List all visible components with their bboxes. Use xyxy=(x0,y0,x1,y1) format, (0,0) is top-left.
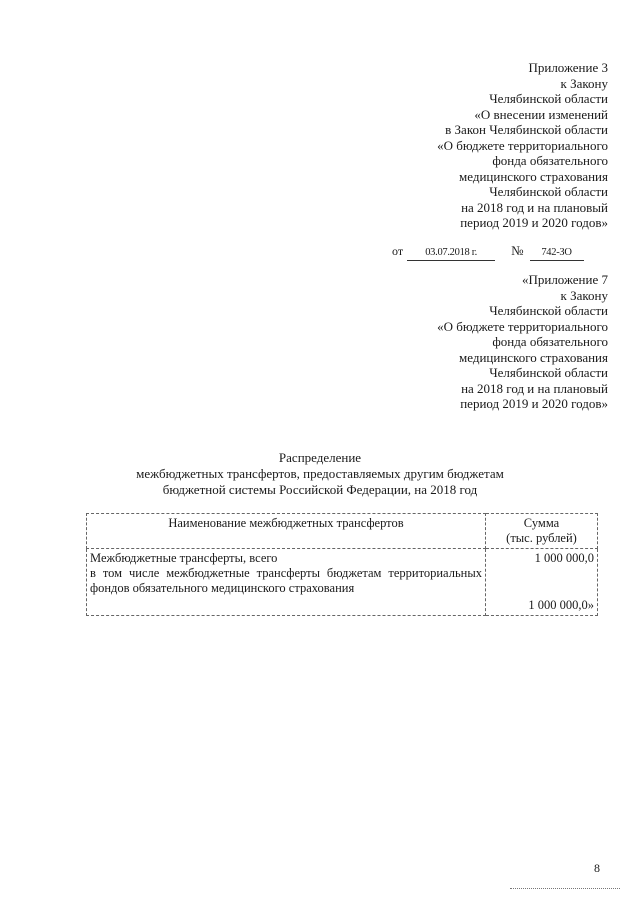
header-name: Наименование межбюджетных трансфертов xyxy=(168,516,404,530)
header-line: «О бюджете территориального xyxy=(437,137,608,153)
sum-detail: 1 000 000,0» xyxy=(528,598,594,612)
page-number: 8 xyxy=(594,861,600,875)
law-date-number xyxy=(392,244,610,261)
row-sum-cell xyxy=(486,549,598,616)
title-line: Распределение xyxy=(278,450,362,465)
header-line: к Закону xyxy=(560,287,608,303)
header-line: Челябинской области xyxy=(489,303,608,318)
from-label: от xyxy=(392,244,404,258)
header-sum-cell xyxy=(486,514,598,549)
header-line: Челябинской области xyxy=(489,91,608,106)
row-name-cell xyxy=(87,549,486,616)
law-date: 03.07.2018 г. xyxy=(407,246,495,261)
header-line: медицинского страхования xyxy=(459,349,608,365)
table-header-row xyxy=(87,514,598,549)
number-sign: № xyxy=(511,243,524,258)
header-line: Приложение 3 xyxy=(528,60,608,75)
header-name-cell xyxy=(87,514,486,549)
law-number: 742-ЗО xyxy=(530,246,584,261)
appendix3-header xyxy=(437,60,608,231)
header-line: фонда обязательного xyxy=(492,153,608,168)
header-line: период 2019 и 2020 годов» xyxy=(460,215,608,230)
header-line: на 2018 год и на плановый xyxy=(461,380,608,396)
header-line: к Закону xyxy=(560,75,608,91)
row-total-name: Межбюджетные трансферты, всего xyxy=(90,551,278,565)
header-line: «О внесении изменений xyxy=(474,106,608,122)
header-line: «Приложение 7 xyxy=(521,272,608,287)
header-line: в Закон Челябинской области xyxy=(445,122,608,137)
header-sum-title: Сумма xyxy=(523,516,560,530)
header-line: Челябинской области xyxy=(489,184,608,199)
header-line: Челябинской области xyxy=(489,365,608,380)
header-sum-unit: (тыс. рублей) xyxy=(506,531,577,545)
table-row xyxy=(87,549,598,616)
header-line: на 2018 год и на плановый xyxy=(461,199,608,215)
header-line: «О бюджете территориального xyxy=(437,318,608,334)
title-line: межбюджетных трансфертов, предоставляемых другим бюджетам xyxy=(136,466,504,481)
transfers-table xyxy=(86,513,598,616)
header-line: фонда обязательного xyxy=(492,334,608,349)
title-line: бюджетной системы Российской Федерации, на 2018 год xyxy=(162,482,478,497)
header-line: период 2019 и 2020 годов» xyxy=(460,396,608,411)
sum-total: 1 000 000,0 xyxy=(534,551,594,565)
row-detail-name: в том числе межбюджетные трансферты бюджетам территориальных фондов обязательного медицинского страхования xyxy=(90,566,482,595)
header-line: медицинского страхования xyxy=(459,168,608,184)
footer-divider xyxy=(510,888,620,889)
document-title xyxy=(0,450,640,498)
appendix7-header xyxy=(437,272,608,412)
